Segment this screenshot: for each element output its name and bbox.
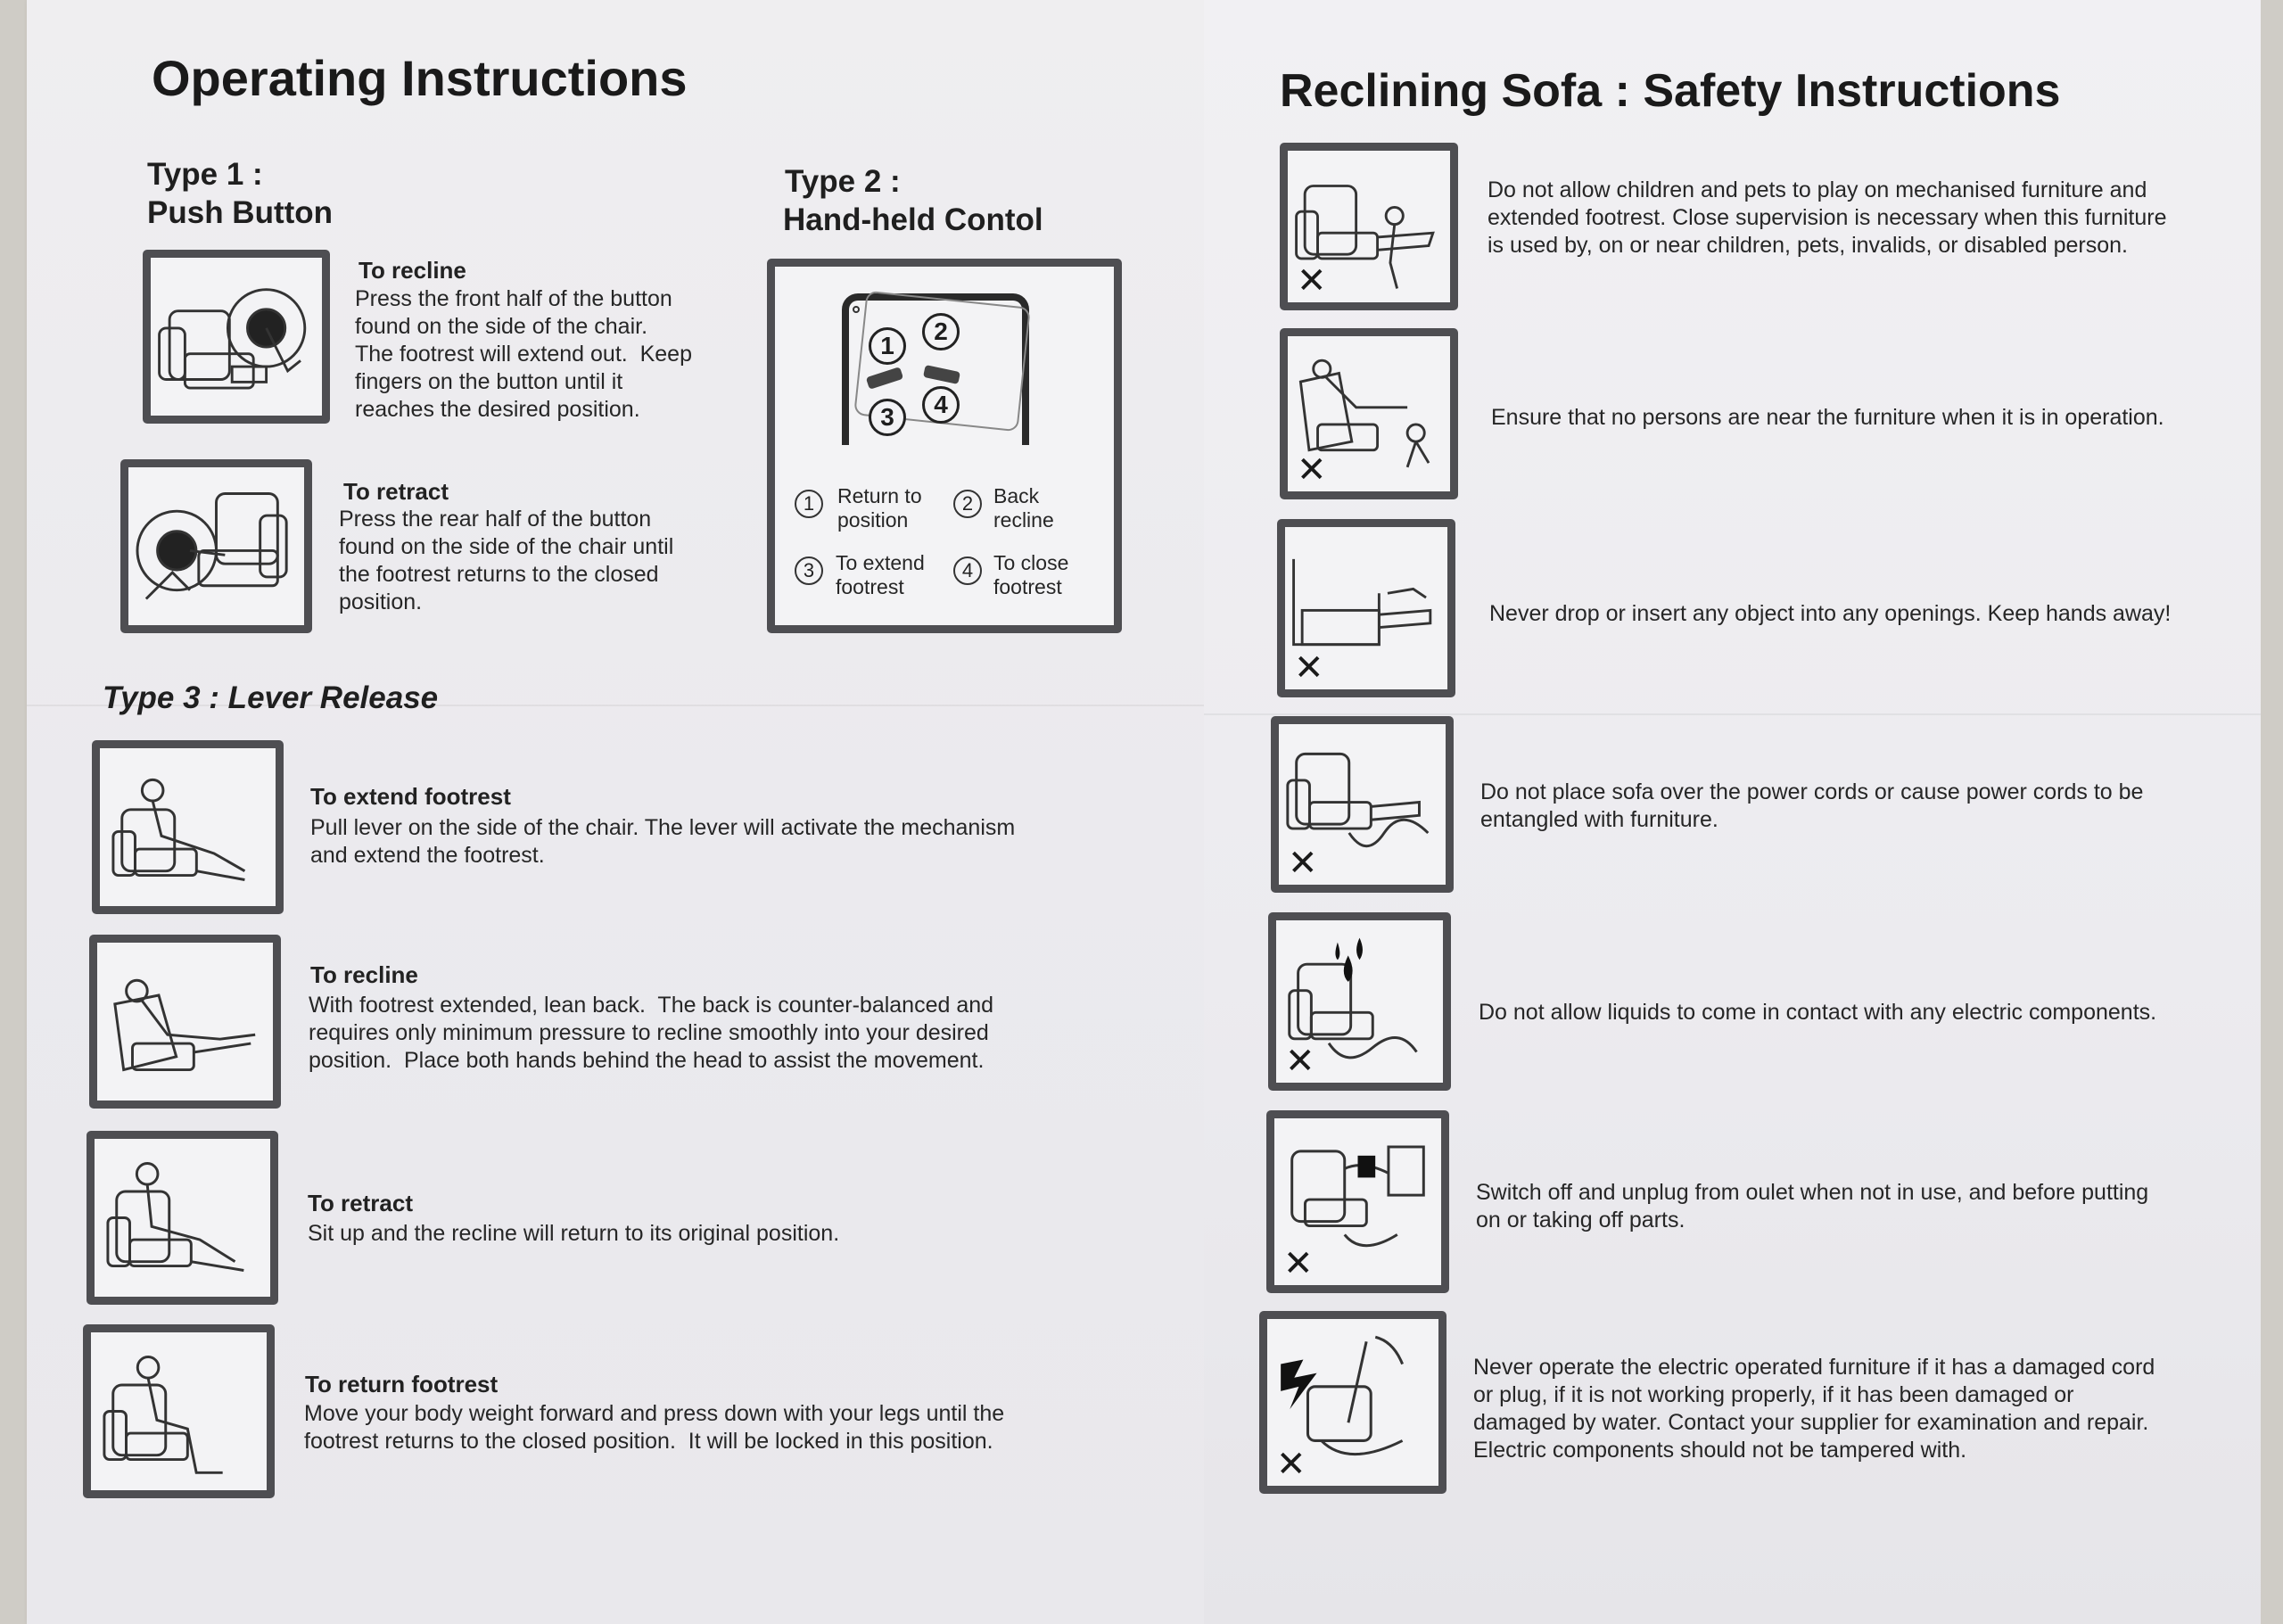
safety-rule-2: Ensure that no persons are near the furniture when it is in operation.	[1491, 405, 2164, 430]
safety-rule-4: Do not place sofa over the power cords or cause power cords to be entangled with furniture.	[1480, 779, 2144, 832]
person-sitting-up-icon	[95, 1139, 270, 1297]
push-button-recline-illustration	[143, 250, 330, 424]
operating-instructions-page	[27, 0, 1204, 1624]
prohibited-x-icon: ✕	[1288, 844, 1318, 883]
legend-num-3: 3	[795, 556, 823, 585]
type1-recline-text: Press the front half of the button found on the side of the chair. The footrest will extend out. Keep fingers on the button until it reaches the desired position.	[355, 286, 692, 422]
lever-return-illustration	[83, 1324, 275, 1498]
recliner-push-button-icon	[151, 258, 322, 416]
legend-num-1: 1	[795, 490, 823, 518]
safety-icon-damaged-cord	[1259, 1311, 1446, 1494]
safety-rule-1: Do not allow children and pets to play on mechanised furniture and extended footrest. Close supervision is necessary when this furniture is used by, on or near children, pets, invalids, or disabled person.	[1488, 177, 2167, 258]
legend-text-2: Back recline	[993, 484, 1054, 532]
type3-step4-text: Move your body weight forward and press down with your legs until the footrest returns to the closed position. It will be locked in this position.	[304, 1401, 1005, 1454]
safety-icon-unplug	[1266, 1110, 1449, 1293]
legend-text-3: To extend footrest	[836, 551, 925, 598]
operating-title: Operating Instructions	[152, 50, 688, 106]
safety-rule-6: Switch off and unplug from oulet when not in use, and before putting on or taking off parts.	[1476, 1180, 2149, 1232]
type3-step3-title: To retract	[308, 1190, 413, 1216]
safety-icon-liquids	[1268, 912, 1451, 1091]
remote-button-2: 2	[922, 313, 960, 350]
remote-button-4: 4	[922, 386, 960, 424]
lever-recline-illustration	[89, 935, 281, 1109]
safety-icon-power-cords	[1271, 716, 1454, 893]
safety-icon-persons-near	[1280, 328, 1458, 499]
type3-heading: Type 3 : Lever Release	[103, 680, 439, 715]
remote-indicator-light	[853, 306, 860, 313]
paper-fold	[1204, 713, 2261, 715]
type1-heading-line2: Push Button	[147, 195, 334, 230]
prohibited-x-icon: ✕	[1297, 450, 1327, 490]
lever-extend-illustration	[92, 740, 284, 914]
prohibited-x-icon: ✕	[1294, 648, 1324, 688]
person-extending-footrest-icon	[100, 748, 276, 906]
type2-heading-line2: Hand-held Contol	[783, 202, 1043, 237]
legend-text-4: To close footrest	[993, 551, 1069, 598]
type3-step1-title: To extend footrest	[310, 783, 511, 810]
prohibited-x-icon: ✕	[1297, 261, 1327, 301]
lever-retract-illustration	[87, 1131, 278, 1305]
safety-title: Reclining Sofa : Safety Instructions	[1280, 65, 2061, 117]
type1-retract-title: To retract	[343, 478, 449, 505]
safety-icon-children-pets	[1280, 143, 1458, 310]
type2-heading-line1: Type 2 :	[785, 164, 901, 199]
safety-instructions-page	[1204, 0, 2261, 1624]
safety-icon-openings	[1277, 519, 1455, 697]
type3-step2-title: To recline	[310, 961, 418, 988]
legend-text-1: Return to position	[837, 484, 922, 532]
type3-step3-text: Sit up and the recline will return to its original position.	[308, 1221, 840, 1246]
type1-retract-text: Press the rear half of the button found on the side of the chair until the footrest returns to the closed position.	[339, 507, 674, 614]
remote-button-1: 1	[869, 327, 906, 365]
type3-step1-text: Pull lever on the side of the chair. The lever will activate the mechanism and extend the footrest.	[310, 815, 1016, 868]
safety-rule-3: Never drop or insert any object into any openings. Keep hands away!	[1489, 601, 2172, 626]
remote-control-icon	[842, 293, 1029, 445]
legend-num-2: 2	[953, 490, 982, 518]
prohibited-x-icon: ✕	[1285, 1042, 1315, 1081]
prohibited-x-icon: ✕	[1283, 1244, 1314, 1283]
person-returning-footrest-icon	[91, 1332, 267, 1490]
recliner-retract-button-icon	[128, 467, 304, 625]
remote-button-3: 3	[869, 399, 906, 436]
push-button-retract-illustration	[120, 459, 312, 633]
type1-recline-title: To recline	[359, 257, 466, 284]
hand-held-control-panel	[767, 259, 1122, 633]
person-reclining-icon	[97, 943, 273, 1101]
type1-heading-line1: Type 1 :	[147, 157, 263, 192]
type3-step2-text: With footrest extended, lean back. The back is counter-balanced and requires only minimum pressure to recline smoothly into your desired position. Place both hands behind the head to assist the movement.	[309, 993, 994, 1073]
legend-num-4: 4	[953, 556, 982, 585]
safety-rule-5: Do not allow liquids to come in contact with any electric components.	[1479, 1000, 2157, 1025]
prohibited-x-icon: ✕	[1276, 1445, 1306, 1484]
safety-rule-7: Never operate the electric operated furniture if it has a damaged cord or plug, if it is not working properly, if it has been damaged or damaged by water. Contact your supplier for examination and repair. Electric components should not be tampered with.	[1473, 1355, 2155, 1463]
type3-step4-title: To return footrest	[305, 1371, 499, 1397]
